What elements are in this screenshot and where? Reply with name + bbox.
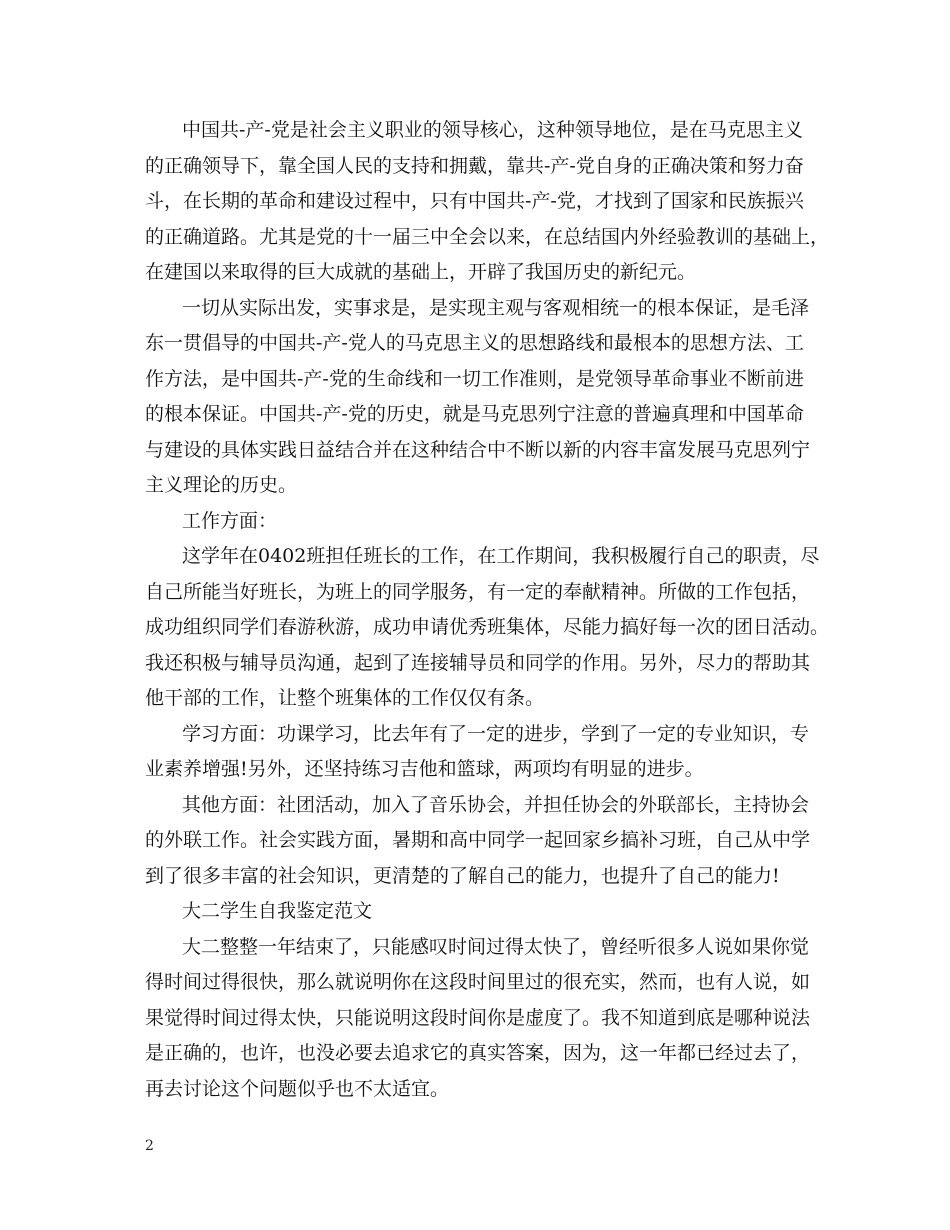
- text-line: 东一贯倡导的中国共-产-党人的马克思主义的思想路线和最根本的思想方法、工: [145, 332, 804, 354]
- text-line: 自己所能当好班长，为班上的同学服务，有一定的奉献精神。所做的工作包括，: [145, 580, 811, 603]
- text-line: 工作方面：: [182, 509, 278, 532]
- document-body: [145, 113, 830, 1107]
- text-line: 学习方面：功课学习，比去年有了一定的进步，学到了一定的专业知识，专: [182, 722, 810, 745]
- text-line: 斗，在长期的革命和建设过程中，只有中国共-产-党，才找到了国家和民族振兴: [145, 190, 804, 212]
- paragraph: [145, 113, 830, 291]
- text-line: 业素养增强!另外，还坚持练习吉他和篮球，两项均有明显的进步。: [145, 758, 704, 780]
- paragraph: [145, 788, 825, 895]
- text-line: 果觉得时间过得太快，只能说明这段时间你是虚度了。我不知道到底是哪种说法: [145, 1006, 811, 1029]
- text-line: 中国共-产-党是社会主义职业的领导核心，这种领导地位，是在马克思主义: [182, 119, 803, 141]
- paragraph: [145, 539, 830, 717]
- text-line: 一切从实际出发，实事求是，是实现主观与客观相统一的根本保证，是毛泽: [182, 296, 810, 319]
- text-line: 的根本保证。中国共-产-党的历史，就是马克思列宁注意的普遍真理和中国革命: [145, 403, 804, 425]
- text-line: 大二学生自我鉴定范文: [182, 900, 373, 922]
- paragraph: [145, 291, 825, 504]
- text-line: 其他方面：社团活动，加入了音乐协会，并担任协会的外联部长，主持协会: [182, 793, 810, 816]
- text-line: 这学年在0402班担任班长的工作，在工作期间，我积极履行自己的职责，尽: [182, 545, 820, 567]
- text-line: 到了很多丰富的社会知识，更清楚的了解自己的能力，也提升了自己的能力!: [145, 864, 780, 887]
- paragraph: [145, 504, 825, 540]
- text-line: 再去讨论这个问题似乎也不太适宜。: [145, 1077, 450, 1100]
- paragraph: [145, 717, 825, 788]
- text-line: 主义理论的历史。: [145, 474, 298, 496]
- text-line: 成功组织同学们春游秋游，成功申请优秀班集体，尽能力搞好每一次的团日活动。: [145, 616, 830, 638]
- text-line: 得时间过得很快，那么就说明你在这段时间里过的很充实，然而，也有人说，如: [145, 971, 811, 993]
- text-line: 与建设的具体实践日益结合并在这种结合中不断以新的内容丰富发展马克思列宁: [145, 438, 811, 461]
- text-line: 他干部的工作，让整个班集体的工作仅仅有条。: [145, 687, 545, 709]
- page-number: 2: [145, 1138, 154, 1154]
- text-line: 的正确领导下，靠全国人民的支持和拥戴，靠共-产-党自身的正确决策和努力奋: [145, 154, 804, 177]
- text-line: 大二整整一年结束了，只能感叹时间过得太快了，曾经听很多人说如果你觉: [182, 935, 810, 958]
- text-line: 作方法，是中国共-产-党的生命线和一切工作准则，是党领导革命事业不断前进: [145, 367, 804, 390]
- text-line: 我还积极与辅导员沟通，起到了连接辅导员和同学的作用。另外，尽力的帮助其: [145, 651, 811, 674]
- text-line: 的正确道路。尤其是党的十一届三中全会以来，在总结国内外经验教训的基础上，: [145, 225, 830, 248]
- text-line: 的外联工作。社会实践方面，暑期和高中同学一起回家乡搞补习班，自己从中学: [145, 829, 811, 851]
- paragraph: [145, 894, 825, 930]
- text-line: 在建国以来取得的巨大成就的基础上，开辟了我国历史的新纪元。: [145, 261, 697, 283]
- paragraph: [145, 930, 825, 1108]
- text-line: 是正确的，也许，也没必要去追求它的真实答案，因为，这一年都已经过去了，: [145, 1042, 811, 1064]
